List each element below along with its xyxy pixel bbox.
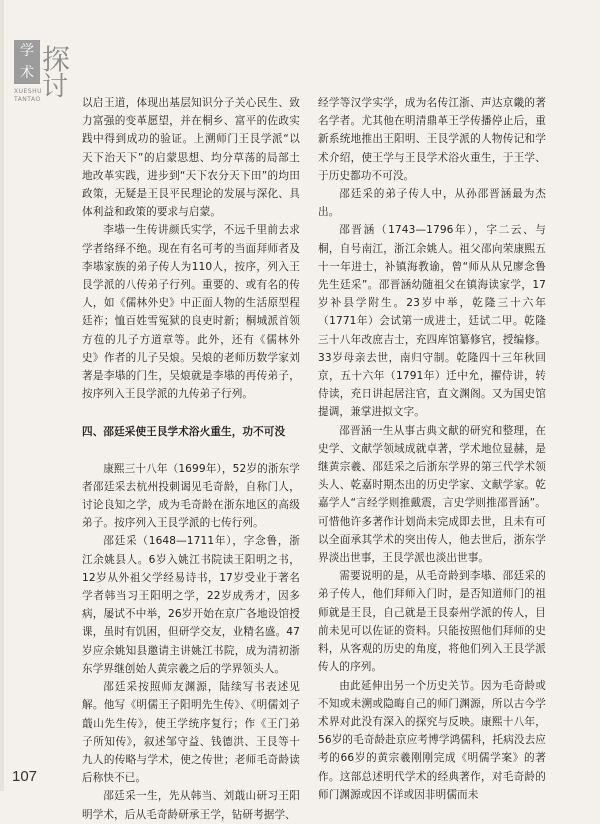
badge-english-1: XUESHU xyxy=(14,88,43,95)
right-column xyxy=(318,94,546,804)
badge-char-2: 术 xyxy=(14,62,40,84)
section-heading: 四、邵廷采使王艮学术浴火重生，功不可没 xyxy=(82,426,286,439)
paragraph: 李塨一生传讲颜氏实学，不远千里前去求学者络绎不绝。现在有名可考的当面拜师者及李塨家族的弟子传人为110人，按序，列入王艮学派的八传弟子行列。重要的、或有名的传人，如《儒林外史》中正面人物的生活原型程廷祚；恤百姓雪冤狱的良吏时新；桐城派首领方苞的儿子方道章等。此外，还有《儒林外史》作者的儿子吴烺。吴烺的老师历数学家刘著是李塨的门生，吴烺就是李塨的再传弟子，按序列入王艮学派的九传弟子行列。 xyxy=(82,224,300,401)
paragraph: 邵廷采一生，先从韩当、刘蕺山研习王阳明学术，后从毛奇龄研承王学，钻研考据学、 xyxy=(82,790,300,821)
paragraph: 邵廷采按照师友渊源，陆续写书表述见解。他写《明儒王子阳明先生传》、《明儒刘子蕺山先生传》，使王学统序复行；作《王门弟子所知传》，叙述邹守益、钱德洪、王艮等十九人的传略与学术，使之传世；老师毛奇龄读后称快不已。 xyxy=(82,681,300,785)
paragraph: 由此延伸出另一个历史关节。因为毛奇龄或不知或未溯或隐晦自己的师门渊源，所以古今学术界对此没有深入的探究与反映。康熙十八年，56岁的毛奇龄赴京应考博学鸿儒科，托病没去应考的66岁的黄宗羲刚刚完成《明儒学案》的著作。这部总述明代学术的经典著作，对毛奇龄的师门渊源或因不详或因非明儒而未 xyxy=(318,679,546,801)
left-column xyxy=(82,94,300,824)
paragraph: 以启王道，体现出基层知识分子关心民生、致力富强的变革愿望，并在桐乡、富平的佐政实践中得到成功的验证。上溯师门王艮学派“以天下治天下”的启蒙思想、均分草荡的局部土地改革实践，进步到“天下农分天下田”的均田政策，无疑是王艮平民理论的发展与深化、具体利益和政策的要求与启蒙。 xyxy=(82,97,300,219)
paragraph: 康熙三十八年（1699年），52岁的浙东学者邵廷采去杭州投刺谒见毛奇龄，自称门人，讨论良知之学，成为毛奇龄在浙东地区的高级弟子。按序列入王艮学派的七传行列。 xyxy=(82,462,300,530)
badge-big-char-2: 讨 xyxy=(42,72,69,102)
badge-char-1: 学 xyxy=(14,40,40,62)
page-gutter xyxy=(0,0,4,791)
paragraph: 邵廷采的弟子传人中，从孙邵晋涵最为杰出。 xyxy=(318,188,546,219)
column-badge xyxy=(0,0,80,110)
paragraph: 邵晋涵一生从事古典文献的研究和整理，在史学、文献学领域成就卓著，学术地位显赫，是继黄宗羲、邵廷采之后浙东学界的第三代学术领头人、乾嘉时期杰出的历史学家、文献学家。乾嘉学人“言经学则推戴震，言史学则推邵晋涵”。可惜他许多著作计划尚未完成即去世，且未有可以全面承其学术的突出传人，他去世后，浙东学界淡出世事，王艮学派也淡出世事。 xyxy=(318,424,546,565)
paragraph: 邵晋涵（1743—1796年），字二云、与桐，自号南江，浙江余姚人。祖父邵向荣康熙五十一年进士，补镇海教谕，曾“师从从兄廖念鲁先生廷采”。邵晋涵幼随祖父在镇海读家学，17岁补县学附生。23岁中举，乾隆三十六年（1771年）会试第一成进士，廷试二甲。乾隆三十八年改庶吉士，充四库馆纂修官，授编修。33岁母亲去世，南归守制。乾隆四十三年秋回京，五十六年（1791年）迁中允，擢侍讲，转侍读，充日讲起居注官，直文渊阁。又为国史馆提调，兼掌进拟文字。 xyxy=(318,224,546,419)
paragraph: 经学等汉学实学，成为名传江浙、声达京畿的著名学者。尤其他在明清鼎革王学传播停止后，重新系统地推出王阳明、王艮学派的人物传记和学术介绍，使王学与王艮学术浴火重生，于王学、于历史都功不可没。 xyxy=(318,97,546,182)
badge-big-char-1: 探 xyxy=(42,43,71,76)
badge-english-2: TANTAO xyxy=(14,96,41,103)
page-number: 107 xyxy=(12,768,38,785)
paragraph: 需要说明的是，从毛奇龄到李塨、邵廷采的弟子传人，他们拜师入门时，是否知道师门的祖师就是王艮，自己就是王艮泰州学派的传人，目前未见可以佐证的资料。只能按照他们拜师的史料，从客观的历史的角度，将他们列入王艮学派传人的序列。 xyxy=(318,570,546,674)
paragraph: 邵廷采（1648—1711年），字念鲁，浙江余姚县人。6岁入姚江书院读王阳明之书，12岁从外祖父学经易诗书，17岁受业于著名学者韩当习王阳明之学，22岁成秀才，因多病，屡试不中举，26岁开始在京广各地设馆授课，虽时有饥困，但研学交友，业精名盛。47岁应余姚知县邀请主讲姚江书院，成为清初浙东学界继创始人黄宗羲之后的学界领头人。 xyxy=(82,535,300,675)
